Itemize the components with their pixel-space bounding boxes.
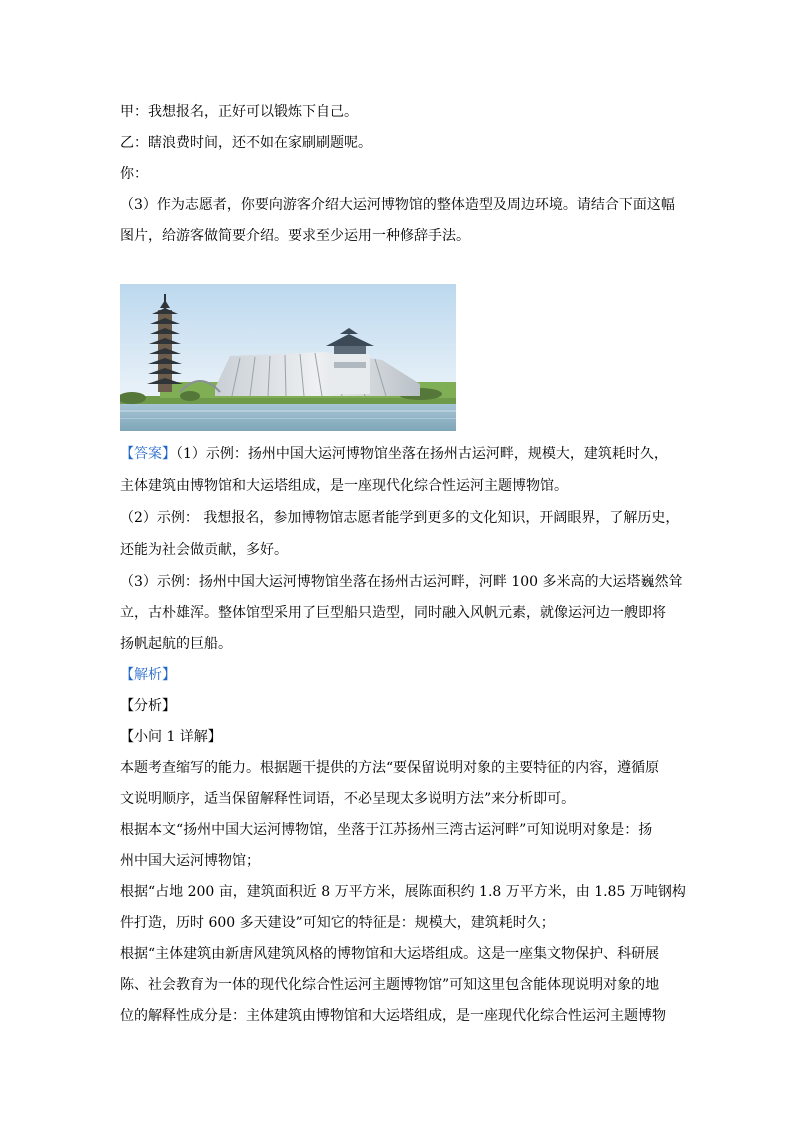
answer-line: （2）示例： 我想报名，参加博物馆志愿者能学到更多的文化知识，开阔眼界，了解历史， (120, 510, 680, 526)
answer-line: 扬帆起航的巨船。 (120, 636, 232, 652)
answer-line (120, 444, 680, 464)
analysis-line: 州中国大运河博物馆； (120, 853, 260, 869)
answer-text: （1）示例：扬州中国大运河博物馆坐落在扬州古运河畔，规模大，建筑耗时久， (176, 446, 668, 462)
answer-tag: 【答案】 (120, 446, 176, 462)
analysis-line: 位的解释性成分是：主体建筑由博物馆和大运塔组成，是一座现代化综合性运河主题博物 (120, 1008, 666, 1024)
museum-photo (120, 284, 456, 431)
analysis-line: 根据“占地 200 亩，建筑面积近 8 万平方米，展陈面积约 1.8 万平方米，由 1.85 万吨钢构 (120, 884, 686, 900)
question-line: 图片，给游客做简要介绍。要求至少运用一种修辞手法。 (120, 228, 470, 244)
answer-line: 立，古朴雄浑。整体馆型采用了巨型船只造型，同时融入风帆元素，就像运河边一艘即将 (120, 605, 666, 621)
text-line: 你： (120, 166, 148, 182)
answer-line: 还能为社会做贡献，多好。 (120, 542, 288, 558)
analysis-line: 件打造，历时 600 多天建设”可知它的特征是：规模大，建筑耗时久； (120, 915, 555, 931)
analysis-line: 根据本文“扬州中国大运河博物馆，坐落于江苏扬州三湾古运河畔”可知说明对象是：扬 (120, 822, 653, 838)
analysis-line: 本题考查缩写的能力。根据题干提供的方法“要保留说明对象的主要特征的内容，遵循原 (120, 760, 660, 776)
section-heading: 【小问 1 详解】 (120, 729, 222, 745)
analysis-tag: 【解析】 (120, 667, 176, 683)
question-line: （3）作为志愿者，你要向游客介绍大运河博物馆的整体造型及周边环境。请结合下面这幅 (120, 197, 675, 213)
analysis-line: 陈、社会教育为一体的现代化综合性运河主题博物馆”可知这里包含能体现说明对象的地 (120, 977, 660, 993)
answer-line: 主体建筑由博物馆和大运塔组成，是一座现代化综合性运河主题博物馆。 (120, 478, 568, 494)
section-heading: 【分析】 (120, 698, 176, 714)
analysis-line: 文说明顺序，适当保留解释性词语，不必呈现太多说明方法”来分析即可。 (120, 791, 576, 807)
answer-line: （3）示例：扬州中国大运河博物馆坐落在扬州古运河畔，河畔 100 多米高的大运塔巍然耸 (120, 574, 683, 590)
text-line: 甲：我想报名，正好可以锻炼下自己。 (120, 104, 358, 120)
text-line: 乙：瞎浪费时间，还不如在家刷刷题呢。 (120, 135, 372, 151)
analysis-line: 根据“主体建筑由新唐风建筑风格的博物馆和大运塔组成。这是一座集文物保护、科研展 (120, 946, 660, 962)
